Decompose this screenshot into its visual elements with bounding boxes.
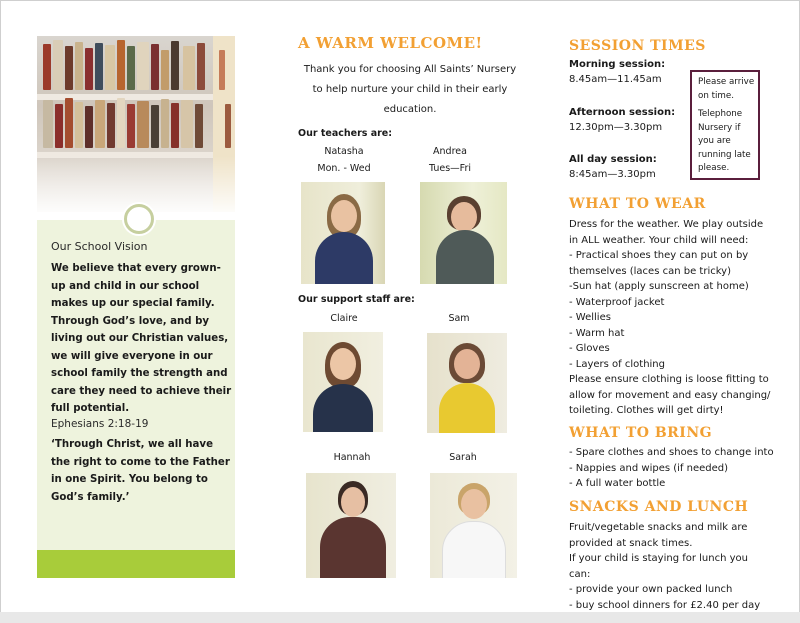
vision-column [37, 36, 235, 578]
verse-text: ‘Through Christ, we all have the right to come to the Father in one Spirit. You belong to God’s family.’ [51, 439, 230, 503]
staff-photo [430, 473, 517, 578]
list-item: - A full water bottle [569, 478, 666, 489]
staff-photo [306, 473, 396, 578]
allday-time: 8:45am—3.30pm [569, 169, 656, 180]
teacher-days: Mon. - Wed [317, 163, 371, 174]
wear-note: Please ensure clothing is loose fitting to allow for movement and easy changing/ toileting. Clothes will get dirty! [569, 374, 771, 416]
allday-label: All day session: [569, 154, 657, 165]
list-item: - Spare clothes and shoes to change into [569, 447, 774, 458]
page-bottom-edge [0, 612, 800, 623]
list-item: - Wellies [569, 312, 611, 323]
wear-intro: Dress for the weather. We play outside in ALL weather. Your child will need: [569, 219, 764, 246]
morning-label: Morning session: [569, 59, 666, 70]
morning-time: 8.45am—11.45am [569, 74, 662, 85]
staff-name: Hannah [333, 452, 371, 463]
arrival-note: Please arrive on time. [698, 77, 755, 101]
teacher-days: Tues—Fri [429, 163, 471, 174]
list-item: - Nappies and wipes (if needed) [569, 462, 729, 474]
staff-photo [303, 332, 383, 432]
what-to-wear-section [569, 217, 774, 419]
bookshelf-photo [37, 36, 235, 212]
snacks-section [569, 520, 769, 613]
lunch-list [569, 582, 769, 613]
verse-reference: Ephesians 2:18-19 [51, 418, 149, 430]
bring-list [569, 445, 779, 492]
list-item: - buy school dinners for £2.40 per day [569, 599, 761, 611]
staff-name: Sarah [449, 452, 477, 463]
what-to-bring-heading: WHAT TO BRING [569, 425, 713, 441]
list-item: - Layers of clothing [569, 358, 665, 370]
vision-title: Our School Vision [51, 240, 148, 253]
snacks-text: Fruit/vegetable snacks and milk are provided at snack times. [569, 522, 748, 549]
staff-photo [427, 333, 507, 433]
list-item: - Gloves [569, 343, 610, 354]
teacher-photo [301, 182, 385, 284]
lunch-text: If your child is staying for lunch you can: [569, 553, 748, 580]
list-item: -Sun hat (apply sunscreen at home) [569, 281, 749, 292]
vision-text: We believe that every grown-up and child in our school makes up our special family. Through God’s love, and by living out our Christian values, we will give everyone in our school family the strength and care they need to achieve their full potential. [51, 263, 232, 414]
teacher-photo [420, 182, 507, 284]
late-note: Telephone Nursery if you are running late please. [698, 109, 751, 173]
session-times-heading: SESSION TIMES [569, 38, 706, 54]
teachers-heading: Our teachers are: [298, 128, 393, 139]
green-footer-bar [37, 550, 235, 578]
snacks-heading: SNACKS AND LUNCH [569, 499, 749, 515]
list-item: - provide your own packed lunch [569, 584, 733, 595]
teacher-name: Andrea [433, 146, 467, 157]
welcome-text: Thank you for choosing All Saints’ Nursery to help nurture your child in their early education. [303, 64, 517, 115]
afternoon-label: Afternoon session: [569, 107, 676, 118]
what-to-wear-heading: WHAT TO WEAR [569, 196, 706, 212]
teacher-name: Natasha [324, 146, 364, 157]
wear-list [569, 248, 774, 372]
list-item: - Practical shoes they can put on by themselves (laces can be tricky) [569, 250, 749, 277]
staff-name: Sam [448, 313, 470, 324]
list-item: - Waterproof jacket [569, 296, 665, 308]
circle-ornament-icon [124, 204, 154, 234]
afternoon-time: 12.30pm—3.30pm [569, 122, 663, 133]
support-heading: Our support staff are: [298, 294, 415, 305]
staff-name: Claire [330, 313, 358, 324]
arrival-note-box [690, 70, 760, 180]
list-item: - Warm hat [569, 327, 625, 339]
welcome-heading: A WARM WELCOME! [298, 34, 483, 52]
